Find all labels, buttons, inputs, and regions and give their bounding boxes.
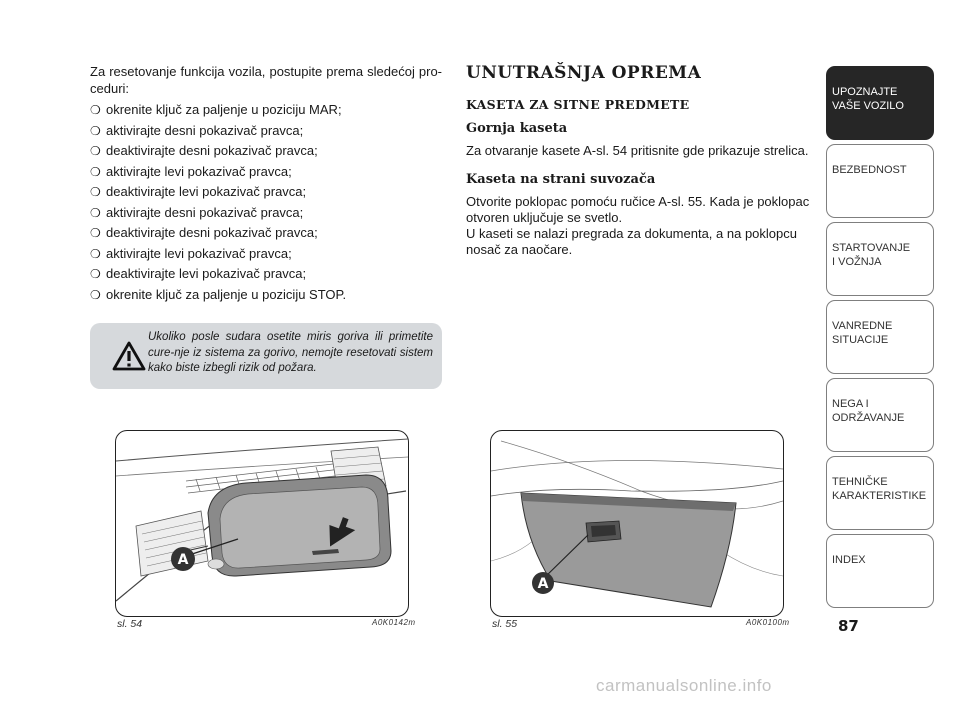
- bullet-icon: ❍: [90, 123, 101, 138]
- list-item: ❍ aktivirajte levi pokazivač pravca;: [90, 244, 442, 265]
- list-item: ❍ aktivirajte levi pokazivač pravca;: [90, 162, 442, 183]
- tab-bezbednost[interactable]: [826, 144, 934, 218]
- figure-54-caption: sl. 54: [117, 618, 143, 630]
- chapter-tabs: [826, 66, 934, 612]
- tab-label: SITUACIJE: [832, 334, 889, 346]
- bullet-icon: ❍: [90, 246, 101, 261]
- tab-label: NEGA I: [832, 398, 869, 410]
- tab-label: KARAKTERISTIKE: [832, 490, 927, 502]
- list-item: ❍ okrenite ključ za paljenje u poziciju MAR;: [90, 100, 442, 121]
- figure-54-code: A0K0142m: [372, 618, 416, 627]
- tab-tehnicke-karakteristike[interactable]: [826, 456, 934, 530]
- tab-label: ODRŽAVANJE: [832, 412, 905, 424]
- tab-label: INDEX: [832, 554, 866, 566]
- passenger-box-text-2: U kaseti se nalazi pregrada za dokumenta, a na poklopcu nosač za naočare.: [466, 226, 797, 257]
- bullet-icon: ❍: [90, 287, 101, 302]
- tab-label: VANREDNE: [832, 320, 893, 332]
- callout-label-a: A: [537, 576, 549, 592]
- passenger-box-text: Otvorite poklopac pomoću ručice A-sl. 55. Kada je poklopac otvoren uključuje se svetlo.: [466, 194, 810, 225]
- bullet-icon: ❍: [90, 267, 101, 281]
- right-column: [466, 63, 816, 271]
- bullet-icon: ❍: [90, 103, 101, 117]
- figure-54: [115, 430, 409, 617]
- tab-startovanje-i-voznja[interactable]: [826, 222, 934, 296]
- passenger-box-illustration: [491, 431, 783, 616]
- list-item: ❍ aktivirajte desni pokazivač pravca;: [90, 121, 442, 142]
- list-item: ❍ deaktivirajte desni pokazivač pravca;: [90, 141, 442, 162]
- watermark: carmanualsonline.info: [596, 676, 772, 695]
- upper-box-illustration: [116, 431, 408, 616]
- intro-text: Za resetovanje funkcija vozila, postupite prema sledećoj pro-ceduri:: [90, 64, 442, 96]
- subsection-upper-box: Gornja kaseta: [466, 121, 568, 136]
- bullet-icon: ❍: [90, 185, 101, 199]
- upper-box-text: Za otvaranje kasete A-sl. 54 pritisnite gde prikazuje strelica.: [466, 143, 809, 158]
- list-item: ❍ deaktivirajte desni pokazivač pravca;: [90, 223, 442, 244]
- bullet-icon: ❍: [90, 144, 101, 158]
- callout-label-a: A: [177, 552, 189, 568]
- tab-label: BEZBEDNOST: [832, 164, 907, 176]
- bullet-icon: ❍: [90, 164, 101, 179]
- figure-55: [490, 430, 784, 617]
- tab-upoznajte-vase-vozilo[interactable]: [826, 66, 934, 140]
- figure-55-caption: sl. 55: [492, 618, 518, 630]
- tab-label: VAŠE VOZILO: [832, 100, 904, 112]
- list-item: ❍ okrenite ključ za paljenje u poziciju STOP.: [90, 285, 442, 306]
- list-item: ❍ deaktivirajte levi pokazivač pravca;: [90, 182, 442, 203]
- tab-label: I VOŽNJA: [832, 256, 882, 268]
- tab-index[interactable]: [826, 534, 934, 608]
- tab-vanredne-situacije[interactable]: [826, 300, 934, 374]
- list-item: ❍ aktivirajte desni pokazivač pravca;: [90, 203, 442, 224]
- tab-nega-i-odrzavanje[interactable]: [826, 378, 934, 452]
- page-number: 87: [838, 617, 859, 635]
- tab-label: UPOZNAJTE: [832, 86, 898, 98]
- bullet-icon: ❍: [90, 205, 101, 220]
- section-title: KASETA ZA SITNE PREDMETE: [466, 97, 690, 112]
- warning-box: [90, 323, 442, 389]
- tab-label: TEHNIČKE: [832, 476, 888, 488]
- tab-label: STARTOVANJE: [832, 242, 911, 254]
- subsection-passenger-box: Kaseta na strani suvozača: [466, 172, 656, 187]
- bullet-icon: ❍: [90, 226, 101, 240]
- warning-triangle-icon: [112, 341, 146, 371]
- list-item: ❍ deaktivirajte levi pokazivač pravca;: [90, 264, 442, 285]
- warning-text: Ukoliko posle sudara osetite miris goriva ili primetite cure-nje iz sistema za gorivo, nemojte resetovati sistem kako biste izbegli rizik od požara.: [148, 331, 433, 374]
- reset-steps-list: [90, 100, 442, 305]
- figure-55-code: A0K0100m: [746, 618, 790, 627]
- left-column: [90, 63, 442, 305]
- chapter-title: UNUTRAŠNJA OPREMA: [466, 63, 702, 83]
